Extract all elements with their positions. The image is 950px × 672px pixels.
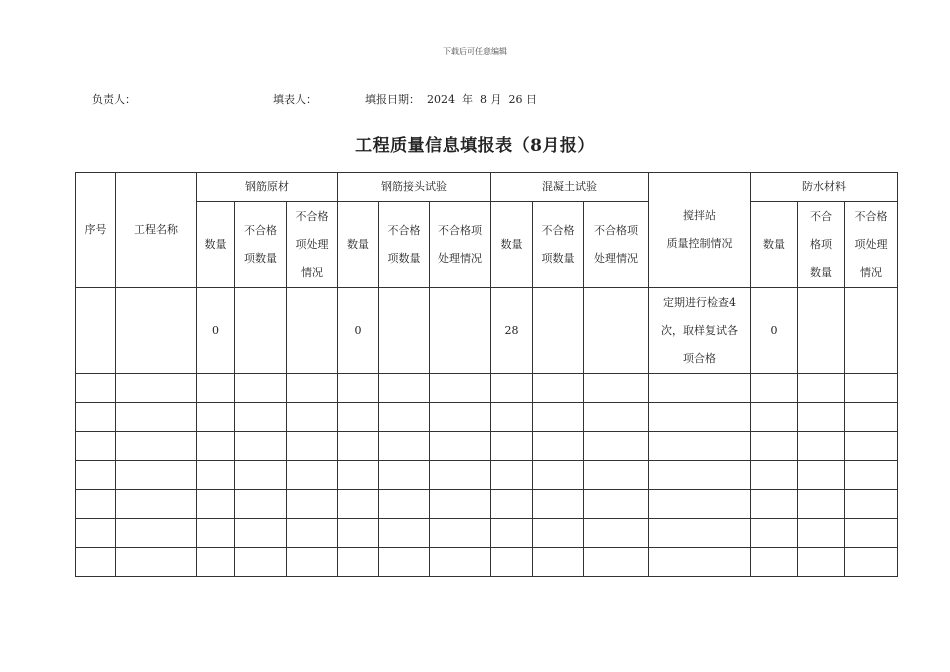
cell-project	[116, 288, 197, 374]
table-cell	[751, 461, 798, 490]
cell-waterproof-count: 0	[751, 288, 798, 374]
table-cell	[379, 432, 430, 461]
table-cell	[584, 374, 649, 403]
cell-mixing-station: 定期进行检查4 次，取样复试各 项合格	[649, 288, 751, 374]
table-cell	[116, 461, 197, 490]
col-project-header: 工程名称	[116, 173, 197, 288]
table-cell	[798, 403, 845, 432]
table-cell	[197, 548, 235, 577]
table-cell	[338, 548, 379, 577]
table-cell	[430, 461, 491, 490]
table-cell	[338, 403, 379, 432]
table-row	[76, 548, 898, 577]
table-row	[76, 519, 898, 548]
col-seq-header: 序号	[76, 173, 116, 288]
table-cell	[287, 432, 338, 461]
cell-waterproof-fail-count	[798, 288, 845, 374]
page-title: 工程质量信息填报表（8月报）	[355, 136, 595, 156]
table-cell	[491, 432, 533, 461]
sub-header-fail-count: 不合格 项数量	[533, 202, 584, 288]
cell-rebar-raw-fail-handle	[287, 288, 338, 374]
table-cell	[116, 403, 197, 432]
table-cell	[649, 461, 751, 490]
table-cell	[845, 490, 898, 519]
table-cell	[379, 490, 430, 519]
table-cell	[533, 461, 584, 490]
table-cell	[116, 490, 197, 519]
table-cell	[76, 519, 116, 548]
sub-header-count: 数量	[197, 202, 235, 288]
sub-header-fail-handle: 不合格项 处理情况	[584, 202, 649, 288]
table-cell	[379, 519, 430, 548]
table-cell	[76, 490, 116, 519]
sub-header-fail-count: 不合格 项数量	[235, 202, 287, 288]
group-mixing-station: 搅拌站 质量控制情况	[649, 173, 751, 288]
table-cell	[76, 548, 116, 577]
table-cell	[491, 403, 533, 432]
table-cell	[430, 432, 491, 461]
report-date: 填报日期： 2024 年 8 月 26 日	[365, 93, 537, 106]
table-cell	[76, 374, 116, 403]
table-cell	[379, 403, 430, 432]
table-cell	[197, 374, 235, 403]
group-rebar-raw: 钢筋原材	[197, 173, 338, 202]
watermark-text: 下载后可任意编辑	[443, 47, 507, 56]
table-row	[76, 403, 898, 432]
cell-rebar-raw-count: 0	[197, 288, 235, 374]
table-cell	[338, 374, 379, 403]
table-cell	[584, 432, 649, 461]
responsible-label: 负责人：	[92, 93, 136, 106]
table-cell	[649, 374, 751, 403]
table-cell	[649, 548, 751, 577]
table-cell	[533, 403, 584, 432]
table-cell	[751, 548, 798, 577]
table-cell	[584, 461, 649, 490]
table-cell	[584, 548, 649, 577]
table-cell	[491, 519, 533, 548]
table-cell	[287, 490, 338, 519]
table-cell	[845, 461, 898, 490]
table-cell	[533, 374, 584, 403]
table-cell	[116, 374, 197, 403]
sub-header-count: 数量	[338, 202, 379, 288]
table-cell	[798, 461, 845, 490]
table-cell	[491, 548, 533, 577]
table-cell	[379, 374, 430, 403]
table-cell	[338, 461, 379, 490]
table-cell	[798, 548, 845, 577]
sub-header-fail-count: 不合 格项 数量	[798, 202, 845, 288]
cell-rebar-joint-count: 0	[338, 288, 379, 374]
table-cell	[235, 432, 287, 461]
table-cell	[845, 403, 898, 432]
table-cell	[845, 432, 898, 461]
sub-header-count: 数量	[751, 202, 798, 288]
table-cell	[430, 403, 491, 432]
table-cell	[235, 490, 287, 519]
cell-seq	[76, 288, 116, 374]
table-cell	[287, 403, 338, 432]
group-concrete: 混凝土试验	[491, 173, 649, 202]
sub-header-fail-count: 不合格 项数量	[379, 202, 430, 288]
table-cell	[533, 548, 584, 577]
table-cell	[116, 432, 197, 461]
table-cell	[649, 490, 751, 519]
table-cell	[287, 461, 338, 490]
table-cell	[287, 548, 338, 577]
filler-label: 填表人：	[273, 93, 317, 106]
table-row	[76, 288, 898, 374]
sub-header-fail-handle: 不合格 项处理 情况	[287, 202, 338, 288]
table-row	[76, 461, 898, 490]
table-cell	[197, 432, 235, 461]
sub-header-count: 数量	[491, 202, 533, 288]
table-row	[76, 432, 898, 461]
report-table	[75, 172, 898, 577]
table-cell	[235, 403, 287, 432]
table-cell	[584, 403, 649, 432]
group-waterproof: 防水材料	[751, 173, 898, 202]
table-cell	[584, 490, 649, 519]
table-cell	[845, 374, 898, 403]
table-cell	[751, 490, 798, 519]
table-cell	[751, 403, 798, 432]
table-cell	[649, 403, 751, 432]
table-cell	[751, 432, 798, 461]
table-cell	[287, 374, 338, 403]
table-cell	[235, 374, 287, 403]
sub-header-fail-handle: 不合格 项处理 情况	[845, 202, 898, 288]
cell-concrete-fail-handle	[584, 288, 649, 374]
table-cell	[798, 490, 845, 519]
table-cell	[235, 461, 287, 490]
table-cell	[197, 461, 235, 490]
header-row-sub	[76, 202, 898, 288]
table-cell	[338, 490, 379, 519]
table-cell	[76, 403, 116, 432]
table-cell	[235, 519, 287, 548]
table-cell	[533, 490, 584, 519]
cell-concrete-fail-count	[533, 288, 584, 374]
table-cell	[798, 432, 845, 461]
table-cell	[287, 519, 338, 548]
table-cell	[798, 374, 845, 403]
table-cell	[491, 461, 533, 490]
table-cell	[751, 519, 798, 548]
group-rebar-joint: 钢筋接头试验	[338, 173, 491, 202]
table-cell	[845, 519, 898, 548]
cell-rebar-joint-fail-handle	[430, 288, 491, 374]
header-row-groups	[76, 173, 898, 202]
table-cell	[751, 374, 798, 403]
table-cell	[491, 374, 533, 403]
table-cell	[430, 519, 491, 548]
table-cell	[338, 432, 379, 461]
table-cell	[235, 548, 287, 577]
table-cell	[338, 519, 379, 548]
table-cell	[197, 519, 235, 548]
table-cell	[197, 403, 235, 432]
cell-rebar-joint-fail-count	[379, 288, 430, 374]
table-cell	[197, 490, 235, 519]
cell-rebar-raw-fail-count	[235, 288, 287, 374]
table-cell	[649, 432, 751, 461]
table-cell	[116, 548, 197, 577]
table-cell	[491, 490, 533, 519]
table-cell	[533, 519, 584, 548]
table-row	[76, 374, 898, 403]
table-cell	[116, 519, 197, 548]
table-cell	[649, 519, 751, 548]
table-cell	[430, 548, 491, 577]
table-cell	[430, 490, 491, 519]
table-row	[76, 490, 898, 519]
table-cell	[379, 548, 430, 577]
table-cell	[430, 374, 491, 403]
cell-waterproof-fail-handle	[845, 288, 898, 374]
table-cell	[76, 432, 116, 461]
table-cell	[845, 548, 898, 577]
table-cell	[533, 432, 584, 461]
cell-concrete-count: 28	[491, 288, 533, 374]
table-cell	[798, 519, 845, 548]
table-cell	[584, 519, 649, 548]
sub-header-fail-handle: 不合格项 处理情况	[430, 202, 491, 288]
table-cell	[76, 461, 116, 490]
table-cell	[379, 461, 430, 490]
